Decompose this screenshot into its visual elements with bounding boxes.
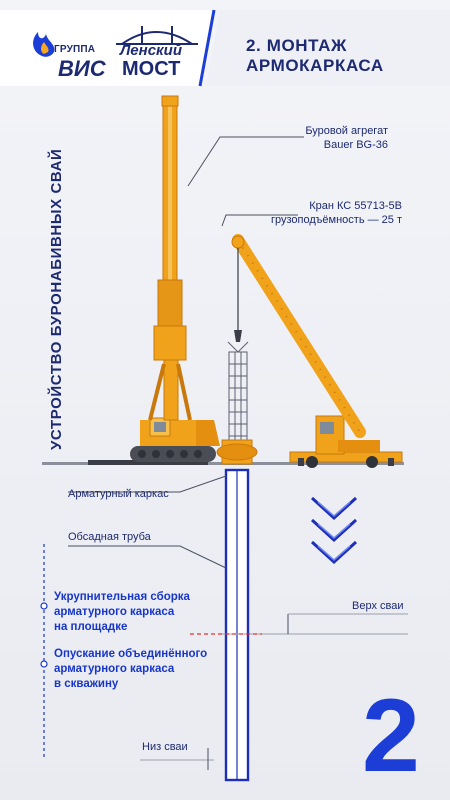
down-chevron-icon bbox=[312, 498, 356, 562]
rebar-cage-label: Арматурный каркас bbox=[68, 488, 169, 500]
step1-line1: Укрупнительная сборка bbox=[54, 591, 190, 603]
pile-top-label: Верх сваи bbox=[352, 600, 404, 612]
page-title-line2: АРМОКАРКАСА bbox=[246, 56, 384, 75]
vertical-section-title: УСТРОЙСТВО БУРОНАБИВНЫХ СВАЙ bbox=[48, 148, 65, 450]
step1-text bbox=[54, 590, 190, 635]
step-number: 2 bbox=[362, 678, 420, 794]
step1-line2: арматурного каркаса bbox=[54, 606, 175, 618]
drill-rig-label-2: Bauer BG-36 bbox=[323, 139, 388, 151]
logo-group-small: ГРУППА bbox=[54, 44, 96, 55]
rebar-cage-illustration bbox=[228, 342, 248, 444]
step2-marker bbox=[41, 661, 47, 667]
drill-rig-label-1: Буровой агрегат bbox=[305, 125, 388, 137]
drill-leader bbox=[188, 137, 304, 186]
logo-group-name: ВИС bbox=[58, 56, 106, 81]
step2-line3: в скважину bbox=[54, 678, 119, 690]
step2-line1: Опускание объединённого bbox=[54, 648, 208, 660]
step2-line2: арматурного каркаса bbox=[54, 663, 175, 675]
casing-pipe-label: Обсадная труба bbox=[68, 531, 151, 543]
crane-label-1: Кран КС 55713-5В bbox=[309, 200, 402, 212]
drilling-rig-illustration bbox=[88, 96, 220, 465]
step2-text bbox=[54, 647, 207, 692]
pile-bottom-label: Низ сваи bbox=[142, 741, 188, 753]
crane-illustration bbox=[232, 236, 402, 468]
page-title-line1: 2. МОНТАЖ bbox=[246, 36, 347, 55]
logo-bridge-top: Ленский bbox=[120, 42, 182, 59]
casing-leader bbox=[68, 546, 226, 568]
crane-label-2: грузоподъёмность — 25 т bbox=[270, 214, 402, 226]
step1-line3: на площадке bbox=[54, 621, 128, 633]
step1-marker bbox=[41, 603, 47, 609]
logo-bridge-bottom: МОСТ bbox=[122, 58, 181, 80]
